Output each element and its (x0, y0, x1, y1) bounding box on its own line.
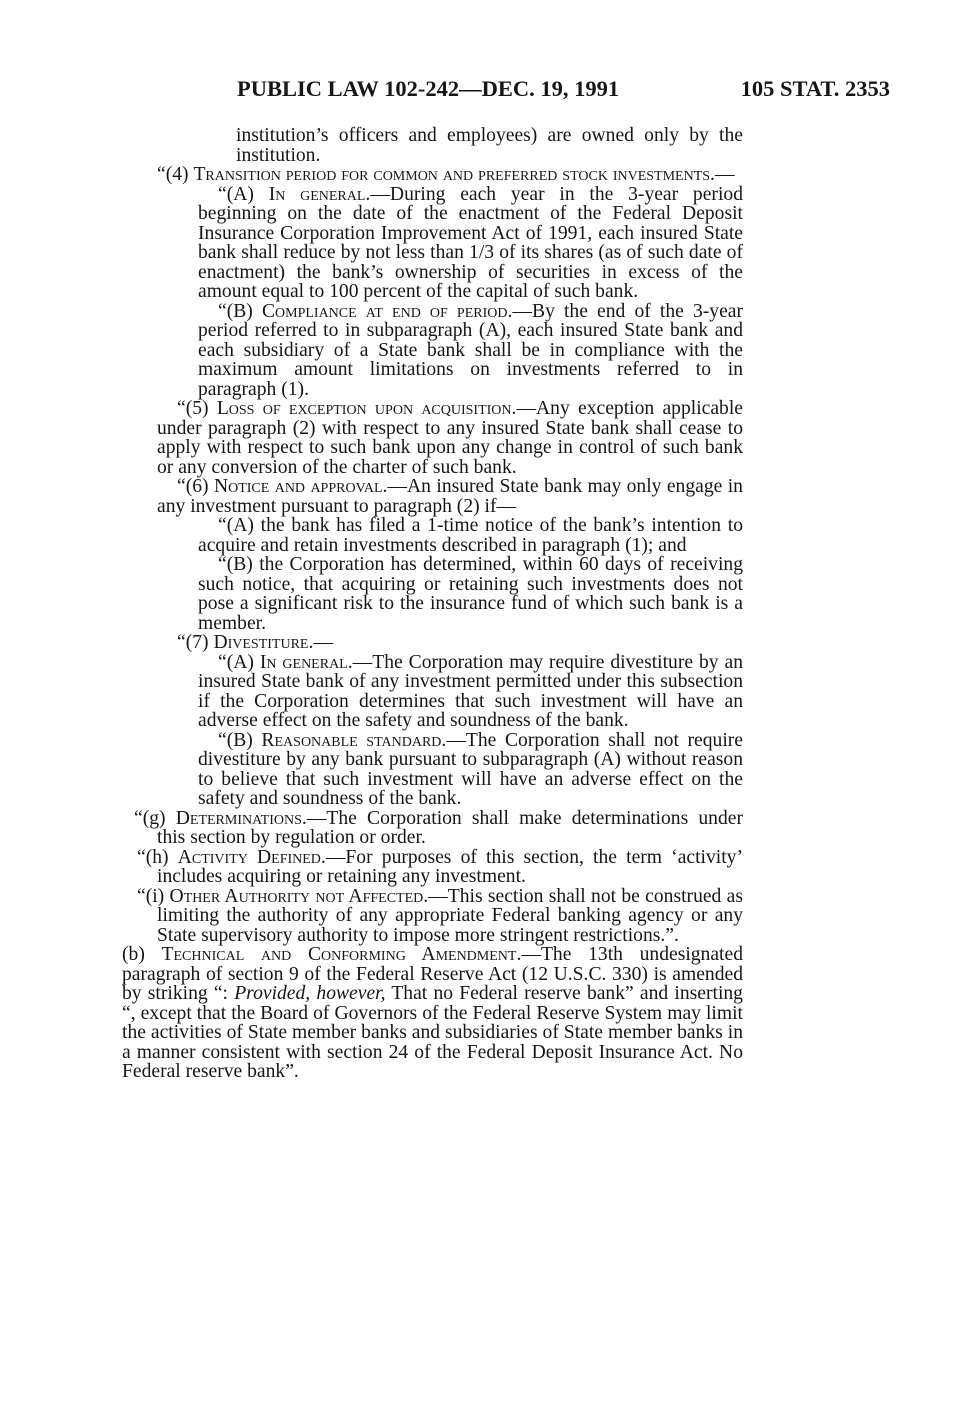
statute-text (122, 125, 743, 1082)
subparagraph-4b: “(B) Compliance at end of period.—By the end of the 3-year period referred to in subparagraph (A), each insured State bank and each subsidiary of a State bank shall be in compliance with the maximum amount limitations on investments referred to in paragraph (1). (198, 300, 743, 400)
subsection-g: “(g) Determinations.—The Corporation shall make determinations under this section by regulation or order. (134, 807, 743, 848)
statute-page-number: 105 STAT. 2353 (740, 76, 890, 101)
subparagraph-6a: “(A) the bank has filed a 1-time notice of the bank’s intention to acquire and retain investments described in paragraph (1); and (198, 515, 743, 556)
public-law-citation: PUBLIC LAW 102-242—DEC. 19, 1991 (237, 76, 620, 101)
subsection-h: “(h) Activity Defined.—For purposes of this section, the term ‘activity’ includes acquiring or retaining any investment. (137, 846, 743, 887)
paragraph-6: “(6) Notice and approval.—An insured State bank may only engage in any investment pursuant to paragraph (2) if— (157, 476, 743, 517)
paragraph-7-heading: “(7) Divestiture.— (177, 632, 333, 653)
page-header (237, 74, 890, 104)
subsection-b-amendment: (b) Technical and Conforming Amendment.—The 13th undesignated paragraph of section 9 of the Federal Reserve Act (12 U.S.C. 330) is amended by striking “: Provided, however, That no Federal reserve bank” and inserting “, except that the Board of Governors of the Federal Reserve System may limit the activities of State member banks and subsidiaries of State member banks in a manner consistent with section 24 of the Federal Deposit Insurance Act. No Federal reserve bank”. (122, 944, 743, 1082)
subparagraph-6b: “(B) the Corporation has determined, within 60 days of receiving such notice, that acquiring or retaining such investments does not pose a significant risk to the insurance fund of which such bank is a member. (198, 554, 743, 634)
paragraph-5: “(5) Loss of exception upon acquisition.—Any exception applicable under paragraph (2) with respect to any insured State bank shall cease to apply with respect to such bank upon any change in control of such bank or any conversion of the charter of such bank. (157, 398, 743, 478)
subsection-i: “(i) Other Authority not Affected.—This section shall not be construed as limiting the authority of any appropriate Federal banking agency or any State supervisory authority to impose more stringent restrictions.”. (137, 885, 743, 946)
subparagraph-7a: “(A) In general.—The Corporation may require divestiture by an insured State bank of any investment permitted under this subsection if the Corporation determines that such investment will have an adverse effect on the safety and soundness of the bank. (198, 651, 743, 731)
paragraph-continuation: institution’s officers and employees) are owned only by the institution. (236, 125, 743, 166)
paragraph-4-heading: “(4) Transition period for common and preferred stock investments.— (157, 164, 735, 185)
subparagraph-4a: “(A) In general.—During each year in the 3-year period beginning on the date of the enactment of the Federal Deposit Insurance Corporation Improvement Act of 1991, each insured State bank shall reduce by not less than 1/3 of its shares (as of such date of enactment) the bank’s ownership of securities in excess of the amount equal to 100 percent of the capital of such bank. (198, 183, 743, 302)
subparagraph-7b: “(B) Reasonable standard.—The Corporation shall not require divestiture by any bank pursuant to subparagraph (A) without reason to believe that such investment will have an adverse effect on the safety and soundness of the bank. (198, 729, 743, 809)
